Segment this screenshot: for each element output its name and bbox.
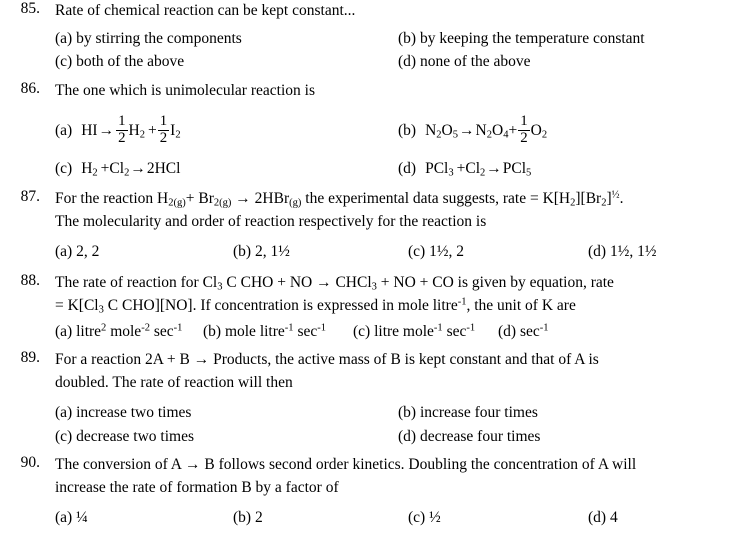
equation-c (55, 160, 180, 178)
product-hydrogen-chloride: 2HCl (146, 160, 181, 178)
option-c[interactable]: (c) 1½, 2 (408, 243, 464, 261)
element-symbol: PCl (425, 160, 449, 178)
options-row (55, 27, 739, 51)
question-stem-line-1 (55, 188, 739, 211)
subscript: 5 (452, 129, 459, 141)
superscript: -1 (433, 322, 443, 334)
reactant-dinitrogen-pentoxide (425, 122, 458, 140)
numerator: 1 (520, 113, 528, 130)
subscript: 5 (526, 168, 532, 180)
reactant: HI (81, 121, 98, 139)
option-d[interactable] (398, 160, 738, 178)
element-symbol: N (425, 121, 437, 139)
subscript: 2 (570, 198, 576, 210)
option-d[interactable]: (d) none of the above (398, 53, 531, 71)
stem-text: ] (606, 190, 612, 208)
question-stem-line-2: The molecularity and order of reaction respectively for the reaction is (55, 213, 487, 231)
option-text: (c) litre mole (353, 322, 434, 340)
subscript: 2 (436, 129, 442, 141)
product-dinitrogen-tetroxide (476, 122, 509, 140)
denominator: 2 (159, 129, 168, 146)
subscript: 3 (98, 304, 104, 316)
option-text: (a) litre (55, 322, 102, 340)
element-symbol: H (128, 121, 140, 139)
option-c[interactable]: (c) both of the above (55, 53, 185, 71)
stem-text: , the unit of K are (466, 296, 576, 314)
reaction-arrow: → (98, 121, 115, 139)
stem-text: . (619, 190, 624, 208)
subscript: 2 (139, 129, 145, 141)
question-body (40, 80, 739, 178)
question-stem-line-2 (55, 295, 739, 318)
option-c[interactable] (55, 160, 398, 178)
options-row (55, 506, 739, 530)
reactant-phosphorus-trichloride (425, 160, 454, 178)
plus-sign: + (508, 121, 518, 139)
option-a[interactable]: (a) increase two times (55, 404, 192, 422)
subscript: 2(g) (213, 198, 232, 210)
species-iodine (170, 122, 180, 140)
product-phosphorus-pentachloride (503, 160, 532, 178)
element-symbol: N (475, 121, 487, 139)
option-a[interactable]: (a) ¼ (55, 509, 88, 526)
option-d[interactable]: (d) decrease four times (398, 427, 541, 445)
subscript: 2(g) (168, 198, 186, 210)
option-label-d: (d) (398, 160, 417, 178)
stem-text: C CHO + NO → CHCl (222, 273, 372, 291)
question-body (40, 0, 739, 74)
option-b[interactable]: (b) by keeping the temperature constant (398, 29, 645, 47)
subscript: 2 (480, 168, 486, 180)
element-symbol: O (491, 121, 504, 139)
options-row (55, 425, 739, 449)
option-c[interactable]: (c) ½ (408, 509, 441, 526)
options-row (55, 240, 739, 264)
subscript: 3 (371, 281, 377, 293)
reaction-arrow: → (459, 121, 475, 139)
element-symbol: O (530, 121, 542, 139)
plus-sign: + (100, 160, 110, 178)
option-text: mole (106, 322, 142, 340)
option-b[interactable] (203, 320, 353, 344)
superscript: -1 (457, 296, 467, 308)
subscript: 2 (92, 168, 98, 180)
question-89 (0, 349, 754, 448)
subscript: 3 (448, 168, 454, 180)
subscript: (g) (289, 198, 302, 210)
subscript: 2 (124, 168, 130, 180)
question-stem: Rate of chemical reaction can be kept constant... (55, 2, 356, 19)
question-body (40, 272, 739, 343)
fraction-one-half (116, 114, 127, 145)
option-b[interactable] (398, 115, 738, 146)
superscript: -2 (141, 322, 150, 334)
superscript: -1 (173, 322, 183, 334)
option-text: sec (149, 322, 174, 340)
element-symbol: Cl (109, 160, 125, 178)
stem-text: ][Br (575, 190, 602, 208)
stem-text: the experimental data suggests, rate = K[H (301, 190, 571, 208)
stem-text: The rate of reaction for Cl (55, 273, 218, 291)
stem-text: For the reaction H (55, 190, 169, 208)
reactant-chlorine (465, 160, 485, 178)
stem-text: → 2HBr (231, 190, 290, 208)
numerator: 1 (118, 113, 126, 130)
options-row (55, 50, 739, 74)
reaction-arrow: → (130, 160, 146, 178)
species-hydrogen (129, 122, 145, 140)
question-stem: The one which is unimolecular reaction is (55, 82, 315, 100)
stem-text: C CHO][NO]. If concentration is expressed in mole litre (103, 296, 458, 314)
option-text: (b) mole litre (203, 322, 285, 340)
equation-d (398, 160, 531, 178)
question-number: 90. (20, 454, 40, 472)
option-d[interactable]: (d) 4 (588, 509, 618, 526)
option-text: sec (442, 322, 467, 340)
subscript: 3 (217, 281, 223, 293)
plus-sign: + (456, 160, 466, 178)
subscript: 2 (541, 129, 548, 141)
option-b[interactable]: (b) 2 (233, 509, 263, 526)
question-body (40, 188, 739, 263)
subscript: 2 (486, 129, 492, 141)
superscript: -1 (317, 322, 327, 334)
subscript: 4 (503, 129, 509, 141)
reaction-arrow: → (486, 160, 502, 178)
option-text: sec (293, 322, 318, 340)
element-symbol: PCl (502, 160, 527, 178)
element-symbol: O (441, 121, 453, 139)
superscript: -1 (466, 322, 476, 334)
question-stem-line-1: For a reaction 2A + B → Products, the active mass of B is kept constant and that of A is (55, 351, 599, 369)
option-label-b: (b) (398, 121, 417, 139)
question-88 (0, 272, 754, 343)
question-stem-line-2: increase the rate of formation B by a factor of (55, 479, 339, 497)
equation-row (55, 160, 739, 178)
question-number: 88. (20, 271, 40, 289)
question-87 (0, 188, 754, 263)
option-a[interactable]: (a) by stirring the components (55, 29, 242, 47)
subscript: 2 (175, 129, 181, 141)
reactant-hydrogen (81, 160, 97, 178)
equation-row (55, 115, 739, 146)
option-a[interactable] (55, 320, 203, 344)
superscript-one-half: ½ (611, 189, 620, 201)
option-b[interactable]: (b) increase four times (398, 404, 538, 422)
product-oxygen (531, 122, 547, 140)
option-label-c: (c) (55, 160, 73, 178)
option-text: (d) sec (498, 322, 540, 340)
option-label-a: (a) (55, 121, 73, 139)
question-stem-line-1 (55, 272, 739, 295)
stem-text: = K[Cl (55, 296, 99, 314)
element-symbol: Cl (465, 160, 481, 178)
fraction-one-half (158, 114, 169, 145)
question-body (40, 454, 739, 529)
stem-text: + NO + CO is given by equation, rate (376, 273, 614, 291)
plus-sign: + (147, 121, 157, 139)
option-a[interactable] (55, 115, 398, 146)
question-body (40, 349, 739, 448)
element-symbol: H (81, 160, 93, 178)
subscript: 2 (601, 198, 607, 210)
question-86 (0, 80, 754, 178)
question-number: 87. (20, 188, 40, 206)
options-row (55, 320, 739, 344)
element-symbol: I (170, 121, 176, 139)
options-row (55, 401, 739, 425)
denominator: 2 (520, 129, 528, 146)
numerator: 1 (159, 113, 168, 130)
question-85 (0, 0, 754, 74)
denominator: 2 (118, 129, 126, 146)
option-a[interactable]: (a) 2, 2 (55, 243, 100, 261)
option-c[interactable]: (c) decrease two times (55, 427, 195, 445)
question-90 (0, 454, 754, 529)
superscript: -1 (539, 322, 549, 334)
question-stem-line-2: doubled. The rate of reaction will then (55, 374, 293, 392)
question-number: 89. (20, 349, 40, 367)
superscript: -1 (284, 322, 294, 334)
reactant-chlorine (109, 160, 129, 178)
question-stem-line-1: The conversion of A → B follows second order kinetics. Doubling the concentration of A will (55, 456, 637, 474)
option-b[interactable]: (b) 2, 1½ (233, 243, 290, 261)
equation-b (398, 115, 547, 146)
superscript: 2 (101, 322, 107, 334)
option-d[interactable]: (d) 1½, 1½ (588, 243, 657, 261)
stem-text: + Br (185, 190, 214, 208)
option-d[interactable] (498, 320, 549, 344)
question-number: 86. (20, 80, 40, 98)
fraction-one-half (518, 114, 529, 145)
question-number: 85. (20, 0, 40, 17)
equation-a (55, 115, 181, 146)
option-c[interactable] (353, 320, 498, 344)
